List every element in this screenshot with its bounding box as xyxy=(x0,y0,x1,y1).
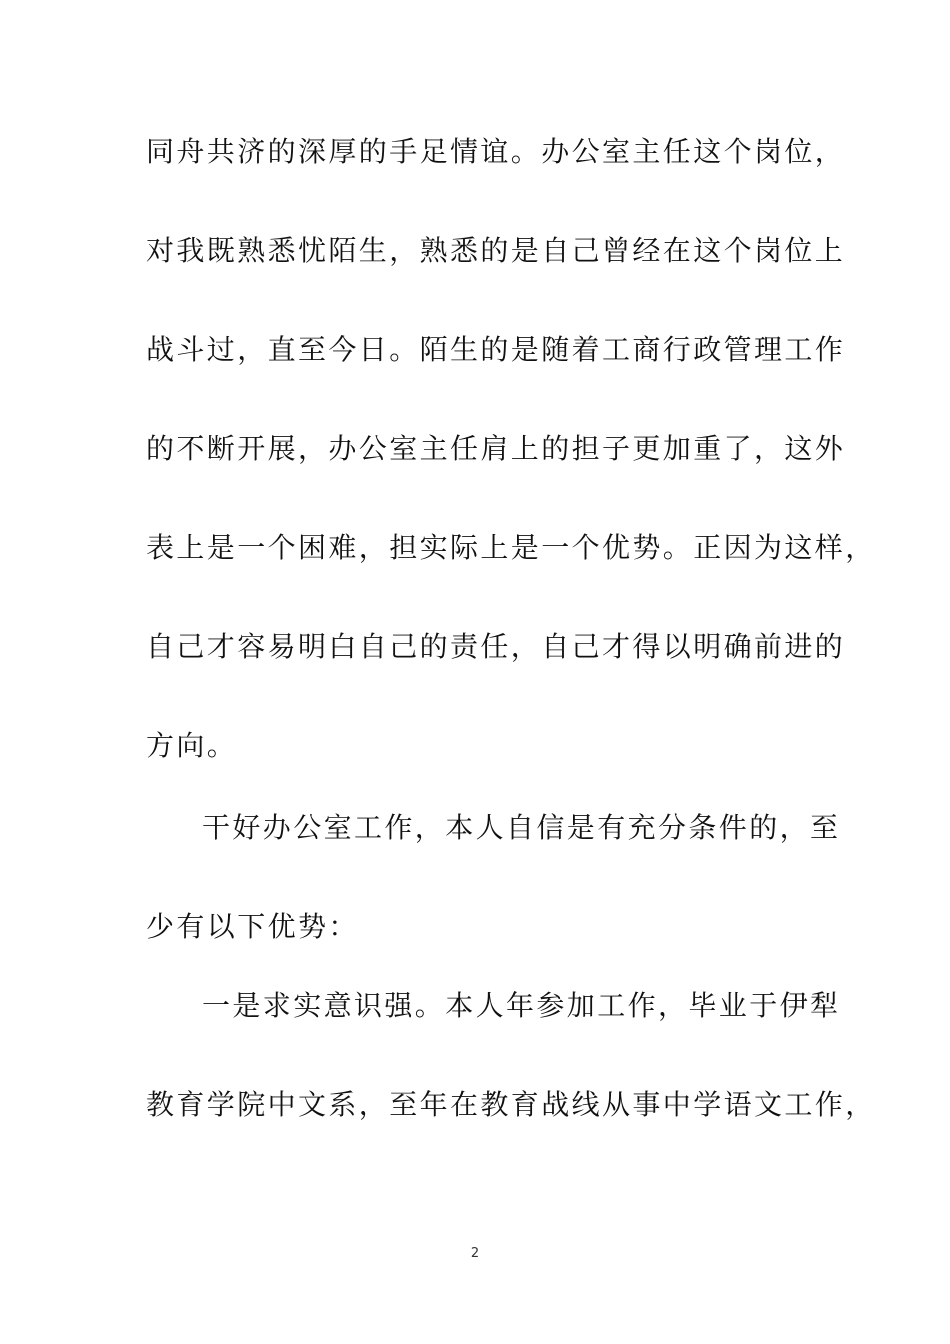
paragraph-line: 自己才容易明白自己的责任，自己才得以明确前进的 xyxy=(146,630,846,663)
paragraph-line-indented: 一是求实意识强。本人年参加工作，毕业于伊犁 xyxy=(202,989,841,1022)
paragraph-line-indented: 干好办公室工作，本人自信是有充分条件的，至 xyxy=(202,811,841,844)
paragraph-line: 教育学院中文系，至年在教育战线从事中学语文工作， xyxy=(146,1088,876,1121)
paragraph-line: 战斗过，直至今日。陌生的是随着工商行政管理工作 xyxy=(146,333,846,366)
paragraph-line: 对我既熟悉忧陌生，熟悉的是自己曾经在这个岗位上 xyxy=(146,234,846,267)
paragraph-line: 的不断开展，办公室主任肩上的担子更加重了，这外 xyxy=(146,432,846,465)
paragraph-line: 方向。 xyxy=(146,729,238,762)
paragraph-line: 同舟共济的深厚的手足情谊。办公室主任这个岗位， xyxy=(146,135,846,168)
paragraph-line: 表上是一个困难，担实际上是一个优势。正因为这样， xyxy=(146,531,876,564)
paragraph-line: 少有以下优势： xyxy=(146,910,359,943)
page-number: 2 xyxy=(470,1246,480,1261)
